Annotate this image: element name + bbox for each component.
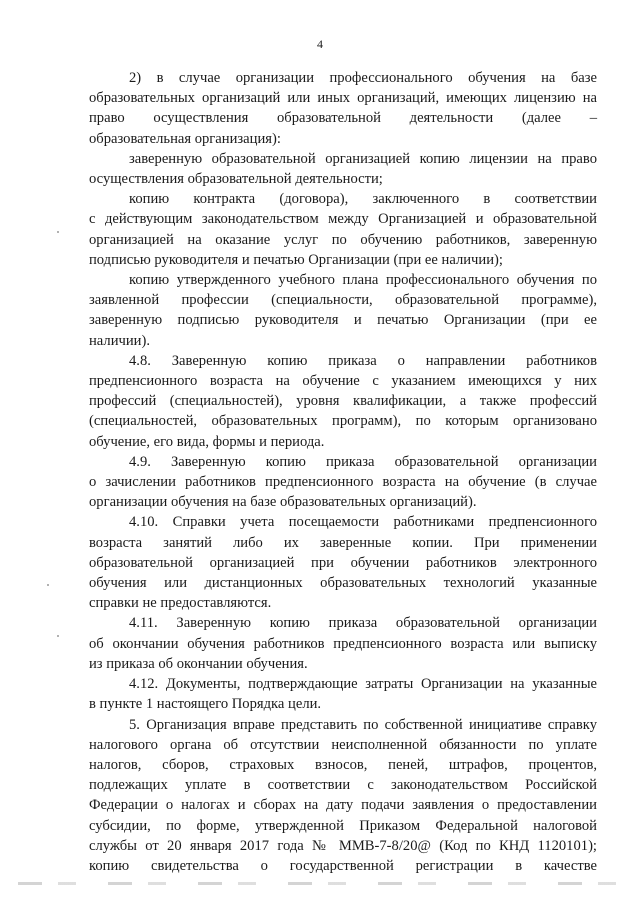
- text-line: заверенную образовательной организацией копию лицензии на право: [129, 150, 597, 167]
- text-line: возраста занятий либо их заверенные копии. При применении: [89, 534, 597, 551]
- text-line: обучения или дистанционных образовательных технологий указанные: [89, 575, 597, 592]
- text-line: субсидии, по форме, утвержденной Приказом Федеральной налоговой: [89, 817, 597, 834]
- text-line: о зачислении работников предпенсионного возраста на обучение (в случае: [89, 474, 597, 491]
- text-line: 4.10. Справки учета посещаемости работниками предпенсионного: [129, 514, 597, 531]
- document-body: [89, 68, 597, 876]
- text-line: заявленной профессии (специальности, образовательной программе),: [89, 292, 597, 309]
- text-line: подписью руководителя и печатью Организации (при ее наличии);: [89, 251, 503, 268]
- text-line: 4.11. Заверенную копию приказа образовательной организации: [129, 615, 597, 632]
- text-line: с действующим законодательством между Организацией и образовательной: [89, 211, 597, 228]
- text-line: организацией на оказание услуг по обучению работников, заверенную: [89, 231, 597, 248]
- text-line: 4.12. Документы, подтверждающие затраты Организации на указанные: [129, 676, 597, 693]
- text-line: справки не предоставляются.: [89, 595, 272, 612]
- text-line: заверенную подписью руководителя и печатью Организации (при ее: [89, 312, 597, 329]
- scan-artifact: [18, 882, 618, 885]
- text-line: копию свидетельства о государственной регистрации в качестве: [89, 857, 597, 874]
- text-line: копию контракта (договора), заключенного в соответствии: [129, 191, 597, 208]
- scan-speck: [47, 584, 49, 586]
- text-line: Федерации о налогах и сборах на дату подачи заявления о предоставлении: [89, 797, 597, 814]
- text-line: осуществления образовательной деятельности;: [89, 171, 383, 188]
- text-line: профессий (специальностей), уровня квалификации, а также профессий: [89, 393, 597, 410]
- text-line: предпенсионного возраста на обучение с указанием имеющихся у них: [89, 373, 597, 390]
- text-line: подлежащих уплате в соответствии с законодательством Российской: [89, 777, 597, 794]
- text-line: право осуществления образовательной деятельности (далее –: [89, 110, 597, 127]
- text-line: образовательных организаций или иных организаций, имеющих лицензию на: [89, 90, 597, 107]
- page-number: 4: [317, 37, 323, 51]
- text-line: 5. Организация вправе представить по собственной инициативе справку: [129, 716, 597, 733]
- text-line: в пункте 1 настоящего Порядка цели.: [89, 696, 322, 713]
- text-line: об окончании обучения работников предпенсионного возраста или выписку: [89, 635, 597, 652]
- text-line: налогового органа об отсутствии неисполненной обязанности по уплате: [89, 736, 597, 753]
- text-line: 4.8. Заверенную копию приказа о направлении работников: [129, 352, 597, 369]
- text-line: 2) в случае организации профессионального обучения на базе: [129, 70, 597, 86]
- text-line: службы от 20 января 2017 года № ММВ-7-8/20@ (Код по КНД 1120101);: [89, 837, 597, 854]
- text-line: образовательной организацией при обучении работников электронного: [89, 554, 597, 571]
- text-line: 4.9. Заверенную копию приказа образовательной организации: [129, 453, 597, 470]
- text-line: наличии).: [89, 332, 150, 349]
- text-line: налогов, сборов, страховых взносов, пеней, штрафов, процентов,: [89, 756, 597, 773]
- text-line: обучение, его вида, формы и периода.: [89, 433, 325, 450]
- scan-speck: [57, 635, 59, 637]
- text-line: образовательная организация):: [89, 130, 281, 147]
- text-line: организации обучения на базе образовательных организаций).: [89, 494, 477, 511]
- text-line: (специальностей, образовательных программ), по которым организовано: [89, 413, 597, 430]
- scan-speck: [57, 231, 59, 233]
- text-line: из приказа об окончании обучения.: [89, 655, 308, 672]
- text-line: копию утвержденного учебного плана профессионального обучения по: [129, 272, 597, 289]
